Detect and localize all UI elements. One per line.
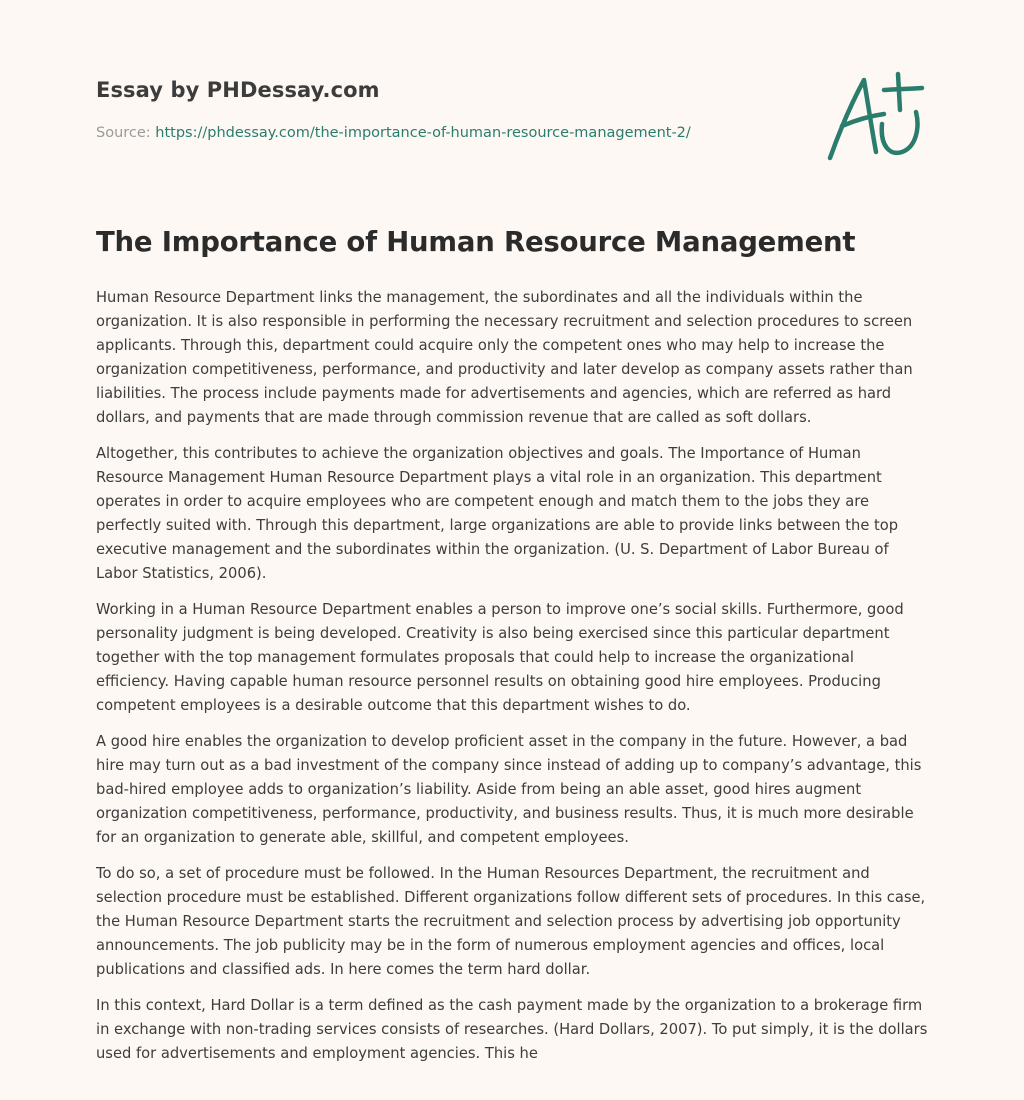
a-plus-logo-icon (820, 68, 930, 166)
essay-paragraph: In this context, Hard Dollar is a term defined as the cash payment made by the organization to a brokerage firm in exchange with non-trading services consists of researches. (Hard Dollars, 2007). To put simply, it is the dollars used for advertisements and employment agencies. This he (96, 997, 928, 1062)
source-line (96, 125, 691, 141)
essay-paragraph: Human Resource Department links the management, the subordinates and all the individuals within the organization. It is also responsible in performing the necessary recruitment and selection procedures to screen applicants. Through this, department could acquire only the competent ones who may help to increase the organization competitiveness, performance, and productivity and later develop as company assets rather than liabilities. The process include payments made for advertisements and agencies, which are referred as hard dollars, and payments that are made through commission revenue that are called as soft dollars. (96, 289, 913, 426)
source-label: Source: (96, 125, 156, 141)
essay-paragraph: A good hire enables the organization to develop proficient asset in the company in the future. However, a bad hire may turn out as a bad investment of the company since instead of adding up to company’s advantage, this bad-hired employee adds to organization’s liability. Aside from being an able asset, good hires augment organization competitiveness, performance, productivity, and business results. Thus, it is much more desirable for an organization to generate able, skillful, and competent employees. (96, 733, 922, 846)
source-link[interactable]: https://phdessay.com/the-importance-of-human-resource-management-2/ (155, 125, 691, 141)
site-brand: Essay by PHDessay.com (96, 78, 380, 102)
essay-title: The Importance of Human Resource Management (96, 226, 856, 258)
essay-body (96, 286, 930, 1078)
essay-paragraph: To do so, a set of procedure must be followed. In the Human Resources Department, the recruitment and selection procedure must be established. Different organizations follow different sets of procedures. In this case, the Human Resource Department starts the recruitment and selection process by advertising job opportunity announcements. The job publicity may be in the form of numerous employment agencies and offices, local publications and classified ads. In here comes the term hard dollar. (96, 865, 926, 978)
essay-paragraph: Working in a Human Resource Department enables a person to improve one’s social skills. Furthermore, good personality judgment is being developed. Creativity is also being exercised since this particular department together with the top management formulates proposals that could help to increase the organizational efficiency. Having capable human resource personnel results on obtaining good hire employees. Producing competent employees is a desirable outcome that this department wishes to do. (96, 601, 904, 714)
essay-paragraph: Altogether, this contributes to achieve the organization objectives and goals. The Importance of Human Resource Management Human Resource Department plays a vital role in an organization. This department operates in order to acquire employees who are competent enough and match them to the jobs they are perfectly suited with. Through this department, large organizations are able to provide links between the top executive management and the subordinates within the organization. (U. S. Department of Labor Bureau of Labor Statistics, 2006). (96, 445, 899, 582)
